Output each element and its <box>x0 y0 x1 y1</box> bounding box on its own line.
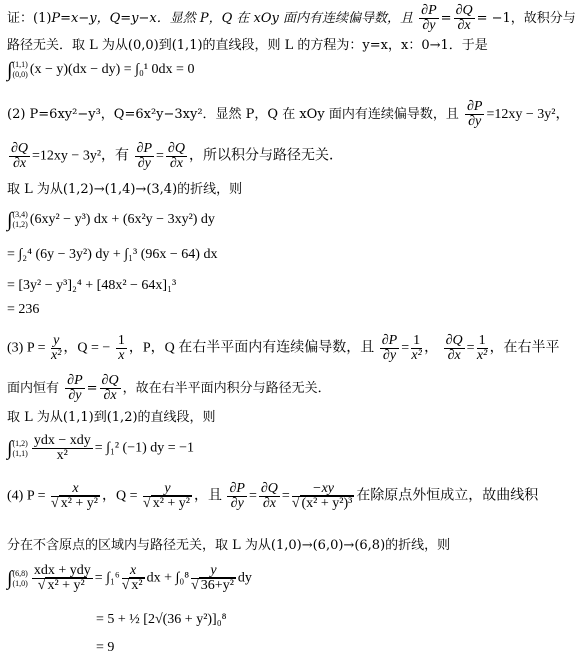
part3-text2: 面内恒有 <box>7 381 60 396</box>
part1-integral: (x − y)(dx − dy) = ∫₀¹ 0dx = 0 <box>29 62 195 78</box>
part3-line3: 取 L 为从(1,1)到(1,2)的直线段，则 <box>7 410 216 425</box>
part4-mid: dx + ∫₀⁸ <box>146 570 190 586</box>
part1-line1: 证：(1)P=x−y，Q=y−x．显然 P，Q 在 xOy 面内有连续偏导数，且 $\frac{\partial P}{\partial y}$ = $\frac{\partial Q}{\partial x}$ = −1，故积分与 <box>7 3 576 33</box>
comma: ， <box>424 340 439 356</box>
proof-label: 证：(1) <box>7 11 52 26</box>
limit-bottom: (1,0) <box>12 578 28 588</box>
part2-line4: ∫ (3,4) (1,2) (6xy² − y³) dx + (6x²y − 3xy²) dy <box>7 209 215 231</box>
limit-bottom: (1,2) <box>12 220 28 229</box>
part1-text-end: = −1，故积分与 <box>476 11 576 26</box>
part3-line2: 面内恒有 $\frac{\partial P}{\partial y}$ = $\frac{\partial Q}{\partial x}$ ，故在右半平面内积分与路径无关． <box>7 373 331 403</box>
part1-line2: 路径无关．取 L 为从(0,0)到(1,1)的直线段，则 L 的方程为：y=x，x：0→1．于是 <box>7 38 488 53</box>
part4-and: ，且 <box>193 488 222 504</box>
part3-line1: (3) P = $\frac{y}{\text{x²}}$ ，Q = − $\frac{1}{x}$ ，P，Q 在右半平面内有连续偏导数，且 $\frac{\partial P}{\partial y}$ = $\frac{1}{\text{x²}}$ ， $\frac{\partial Q}{\partial x}$ = $\frac{1}{\text{x²}}$ ，在右半平 <box>7 333 560 363</box>
part2-line3: 取 L 为从(1,2)→(1,4)→(3,4)的折线，则 <box>7 182 243 197</box>
limit-top: (6,8) <box>12 568 28 578</box>
limit-top: (1,1) <box>12 60 28 69</box>
part3-line4: ∫ (1,2) (1,1) $\frac{\text{ydx − xdy}}{\text{x²}}$ = ∫₁² (−1) dy = −1 <box>7 433 195 463</box>
part2-integral: (6xy² − y³) dx + (6x²y − 3xy²) dy <box>29 212 215 228</box>
part2-line1: (2) P=6xy²−y³，Q=6x²y−3xy²．显然 P，Q 在 xOy 面内有连续偏导数，且 $\frac{\partial P}{\partial y}$ =12xy − 3y²， <box>7 99 570 129</box>
part3-conclusion: ，故在右半平面内积分与路径无关． <box>122 381 331 396</box>
part3-result: = ∫₁² (−1) dy = −1 <box>94 440 195 456</box>
part4-text: 在除原点外恒成立，故曲线积 <box>356 488 539 504</box>
part3-Q: ，Q = − <box>63 340 111 356</box>
part3-text-end: ，在右半平 <box>489 340 560 356</box>
part4-Q: ，Q = <box>101 488 138 504</box>
part2-line2: $\frac{\partial Q}{\partial x}$ =12xy − 3y²，有 $\frac{\partial P}{\partial y}$ = $\frac{\partial Q}{\partial x}$ ，所以积分与路径无关． <box>11 141 343 171</box>
part2-line5: = ∫₂⁴ (6y − 3y²) dy + ∫₁³ (96x − 64) dx <box>7 247 218 262</box>
part2-text: (2) P=6xy²−y³，Q=6x²y−3xy²．显然 P，Q 在 xOy 面内有连续偏导数，且 <box>7 107 459 122</box>
part2-conclusion: ，所以积分与路径无关． <box>188 148 343 164</box>
part1-line3: ∫ (1,1) (0,0) (x − y)(dx − dy) = ∫₀¹ 0dx = 0 <box>7 59 195 81</box>
part4-dy: dy <box>237 570 252 586</box>
part2-line6: = [3y² − y³]₂⁴ + [48x² − 64x]₁³ <box>7 278 177 293</box>
fraction-dP-dy: $\frac{\partial P}{\partial y}$ <box>421 3 437 33</box>
part3-P: (3) P = <box>7 340 46 356</box>
part4-line5: = 9 <box>96 640 115 655</box>
part2-line7: = 236 <box>7 302 40 317</box>
part4-line3: ∫ (6,8) (1,0) $\frac{\text{xdx + ydy}}{\text{√ x² + y²}}$ = ∫₁⁶ $\frac{x}{\text{√ x²}}$ dx + ∫₀⁸ $\frac{y}{\text{√ 36+y²}}$ dy <box>7 563 252 593</box>
part4-line2: 分在不含原点的区域内与路径无关，取 L 为从(1,0)→(6,0)→(6,8)的折线，则 <box>7 538 451 553</box>
part3-text: ，P，Q 在右半平面内有连续偏导数，且 <box>128 340 375 356</box>
part2-eq2: =12xy − 3y²，有 <box>32 148 130 164</box>
limit-bottom: (1,1) <box>12 448 28 458</box>
fraction-dQ-dx: $\frac{\partial Q}{\partial x}$ <box>455 3 473 33</box>
part4-line1: (4) P = $\frac{x}{\text{√ x² + y²}}$ ，Q = $\frac{y}{\text{√ x² + y²}}$ ，且 $\frac{\partial P}{\partial y}$ = $\frac{\partial Q}{\partial x}$ = $\frac{-xy}{\text{√ (x² + y²)³}}$ 在除原点外恒成立，故曲线积 <box>7 481 539 511</box>
limit-top: (1,2) <box>12 438 28 448</box>
part2-eq: =12xy − 3y²， <box>486 107 570 122</box>
limit-bottom: (0,0) <box>12 70 28 79</box>
part4-line4: = 5 + ½ [2√(36 + y²)]₀⁸ <box>96 612 227 627</box>
limit-top: (3,4) <box>12 210 28 219</box>
part4-P: (4) P = <box>7 488 46 504</box>
part1-text: P=x−y，Q=y−x．显然 P，Q 在 xOy 面内有连续偏导数，且 <box>51 11 414 26</box>
